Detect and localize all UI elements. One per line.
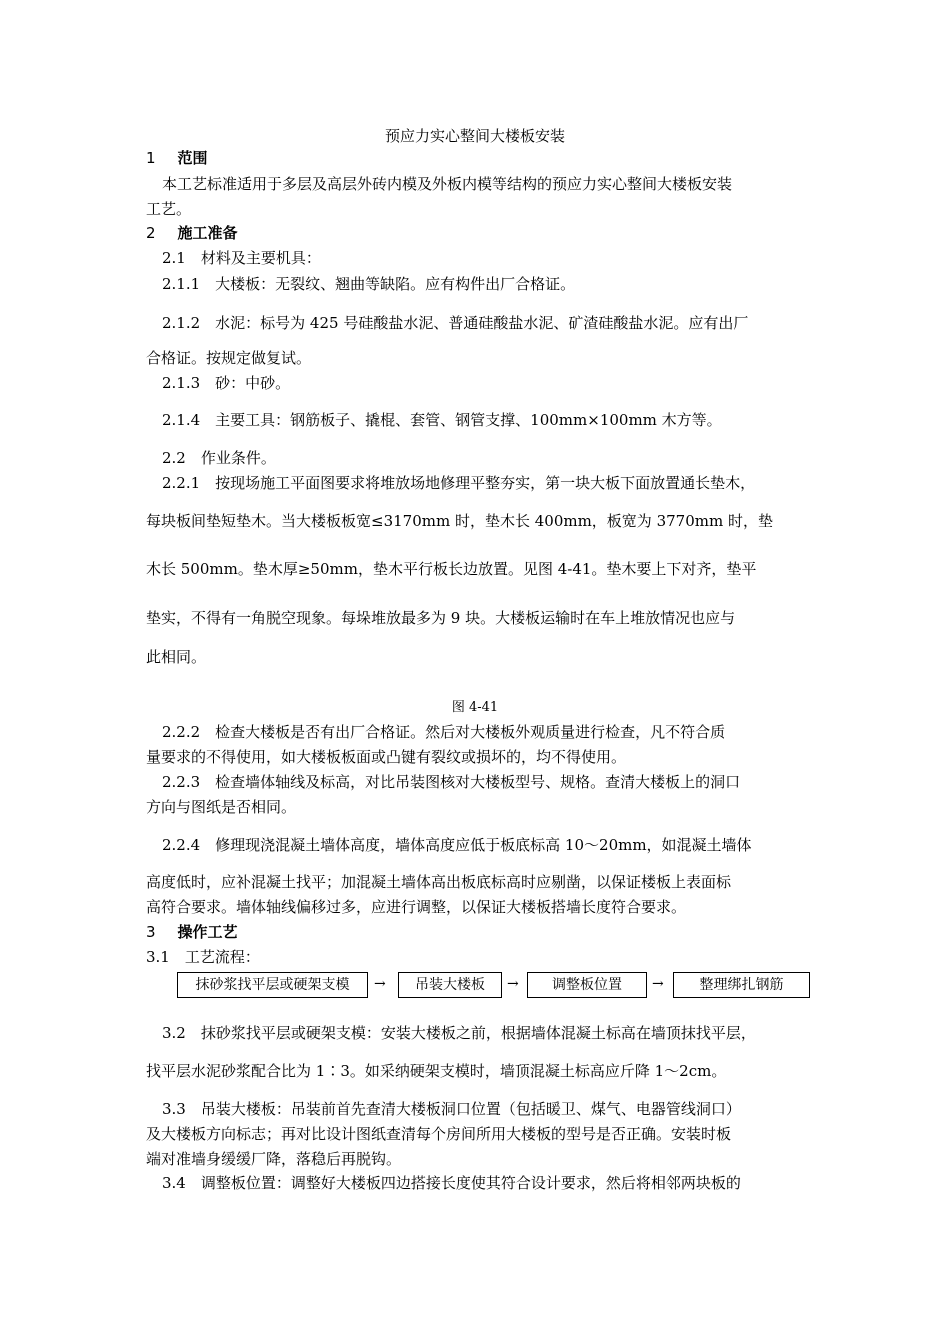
section-heading-3: 3 操作工艺 [146, 923, 238, 941]
clause-2-2-3-line-1: 2.2.3 检查墙体轴线及标高，对比吊装图核对大楼板型号、规格。查清大楼板上的洞口 [162, 773, 741, 791]
figure-caption: 图 4-41 [451, 700, 499, 715]
clause-2-2-2-line-2: 量要求的不得使用，如大楼板板面或凸键有裂纹或损坏的，均不得使用。 [146, 748, 627, 766]
clause-2-1-2-line-2: 合格证。按规定做复试。 [146, 349, 312, 367]
clause-2-1-3: 2.1.3 砂：中砂。 [162, 374, 291, 392]
clause-3-1: 3.1 工艺流程： [146, 948, 260, 966]
clause-3-2-line-2: 找平层水泥砂浆配合比为 1∶3。如采纳硬架支模时，墙顶混凝土标高应斤降 1～2cm。 [146, 1062, 727, 1080]
paragraph-scope-line-2: 工艺。 [146, 200, 192, 218]
clause-2-2-4-line-2: 高度低时，应补混凝土找平；加混凝土墙体高出板底标高时应剔凿，以保证楼板上表面标 [146, 873, 732, 891]
clause-2-1-4: 2.1.4 主要工具：钢筋板子、撬棍、套管、钢管支撑、100mm×100mm 木方等。 [162, 411, 722, 429]
clause-2-1: 2.1 材料及主要机具： [162, 249, 321, 267]
clause-2-1-2-line-1: 2.1.2 水泥：标号为 425 号硅酸盐水泥、普通硅酸盐水泥、矿渣硅酸盐水泥。应有出厂 [162, 314, 749, 332]
clause-2-2-3-line-2: 方向与图纸是否相同。 [146, 798, 297, 816]
section-heading-2: 2 施工准备 [146, 224, 238, 242]
paragraph-scope-line-1: 本工艺标准适用于多层及高层外砖内模及外板内模等结构的预应力实心整间大楼板安装 [162, 175, 733, 193]
clause-2-2: 2.2 作业条件。 [162, 449, 276, 467]
clause-2-2-4-line-3: 高符合要求。墙体轴线偏移过多，应进行调整，以保证大楼板搭墙长度符合要求。 [146, 898, 687, 916]
clause-2-2-1-line-4: 垫实，不得有一角脱空现象。每垛堆放最多为 9 块。大楼板运输时在车上堆放情况也应与 [146, 609, 736, 627]
flow-step-1: 抹砂浆找平层或硬架支模 [177, 972, 368, 998]
clause-2-2-2-line-1: 2.2.2 检查大楼板是否有出厂合格证。然后对大楼板外观质量进行检查，凡不符合质 [162, 723, 726, 741]
flow-step-4: 整理绑扎钢筋 [673, 972, 810, 998]
clause-2-1-1: 2.1.1 大楼板：无裂纹、翘曲等缺陷。应有构件出厂合格证。 [162, 275, 576, 293]
section-heading-1: 1 范围 [146, 149, 208, 167]
flow-step-3: 调整板位置 [527, 972, 647, 998]
clause-2-2-1-line-1: 2.2.1 按现场施工平面图要求将堆放场地修理平整夯实，第一块大板下面放置通长垫木， [162, 474, 756, 492]
clause-3-2-line-1: 3.2 抹砂浆找平层或硬架支模：安装大楼板之前，根据墙体混凝土标高在墙顶抹找平层， [162, 1024, 756, 1042]
clause-3-3-line-2: 及大楼板方向标志；再对比设计图纸查清每个房间所用大楼板的型号是否正确。安装时板 [146, 1125, 732, 1143]
clause-3-3-line-1: 3.3 吊装大楼板：吊装前首先查清大楼板洞口位置（包括暖卫、煤气、电器管线洞口） [162, 1100, 741, 1118]
flow-step-2: 吊装大楼板 [398, 972, 502, 998]
clause-3-3-line-3: 端对准墙身缓缓厂降，落稳后再脱钩。 [146, 1150, 402, 1168]
clause-2-2-1-line-5: 此相同。 [146, 648, 207, 666]
flow-arrow-3: → [652, 976, 664, 992]
clause-3-4-line-1: 3.4 调整板位置：调整好大楼板四边搭接长度使其符合设计要求，然后将相邻两块板的 [162, 1174, 741, 1192]
flow-arrow-1: → [374, 976, 386, 992]
flow-arrow-2: → [507, 976, 519, 992]
page-title: 预应力实心整间大楼板安装 [384, 127, 565, 145]
clause-2-2-1-line-3: 木长 500mm。垫木厚≥50mm，垫木平行板长边放置。见图 4-41。垫木要上下对齐，垫平 [146, 560, 757, 578]
clause-2-2-1-line-2: 每块板间垫短垫木。当大楼板板宽≤3170mm 时，垫木长 400mm，板宽为 3770mm 时，垫 [146, 512, 773, 530]
clause-2-2-4-line-1: 2.2.4 修理现浇混凝土墙体高度，墙体高度应低于板底标高 10～20mm，如混凝土墙体 [162, 836, 752, 854]
